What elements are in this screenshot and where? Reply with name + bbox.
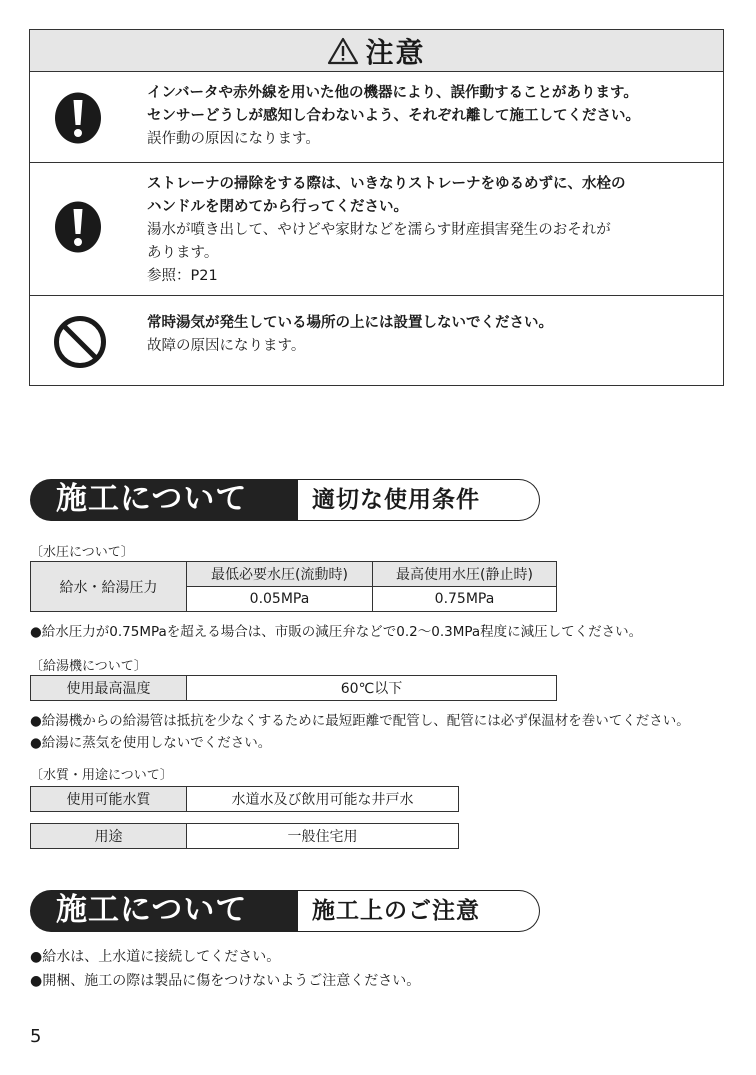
caution-normal-line: 誤作動の原因になります。 [147,131,320,147]
row-header: 給水・給湯圧力 [31,562,187,612]
caution-bold-line: センサーどうしが感知し合わないよう、それぞれ離して施工してください。 [147,108,640,124]
caution-item [30,163,723,296]
caution-normal-line: 故障の原因になります。 [147,338,306,354]
caution-reference: 参照：P21 [147,268,218,284]
note-text: ●給湯機からの給湯管は抵抗を少なくするために最短距離で配管し、配管には必ず保温材を巻いてください。 [30,713,690,729]
heater-table [30,675,557,701]
use-table [30,823,459,849]
caution-text [147,82,640,151]
section-subheading-box [298,890,540,932]
caution-bold-line: インバータや赤外線を用いた他の機器により、誤作動することがあります。 [147,85,638,101]
section-heading-pill [30,890,298,932]
warning-triangle-icon [327,37,359,65]
water-quality-label: 〔水質・用途について〕 [30,768,173,783]
section-heading: 施工について [56,481,248,517]
heater-label: 〔給湯機について〕 [30,659,147,674]
section-subheading-box [298,479,540,521]
row-header: 使用可能水質 [31,787,187,812]
note-text: ●給水は、上水道に接続してください。 [30,949,281,965]
note-text: ●開梱、施工の際は製品に傷をつけないようご注意ください。 [30,973,421,989]
caution-bold-line: ハンドルを閉めてから行ってください。 [147,199,408,215]
section-heading-pill [30,479,298,521]
page-number: 5 [30,1026,42,1047]
table-cell: 一般住宅用 [187,824,459,849]
column-header: 最低必要水圧(流動時) [187,562,373,587]
column-header: 最高使用水圧(静止時) [373,562,557,587]
prohibited-icon [53,315,107,369]
caution-normal-line: 湯水が噴き出して、やけどや家財などを濡らす財産損害発生のおそれが [147,222,611,238]
caution-bold-line: ストレーナの掃除をする際は、いきなりストレーナをゆるめずに、水栓の [147,176,626,192]
caution-text [147,312,553,358]
caution-header [30,30,723,72]
exclamation-icon [53,91,103,145]
exclamation-icon [53,200,103,254]
section-subheading: 適切な使用条件 [312,487,480,513]
note-text: ●給湯に蒸気を使用しないでください。 [30,735,272,751]
caution-title: 注意 [365,35,426,69]
caution-bold-line: 常時湯気が発生している場所の上には設置しないでください。 [147,315,553,331]
caution-item [30,296,723,385]
water-pressure-label: 〔水圧について〕 [30,545,134,560]
row-header: 用途 [31,824,187,849]
note-text: ●給水圧力が0.75MPaを超える場合は、市販の減圧弁などで0.2〜0.3MPa程度に減圧してください。 [30,624,643,640]
table-cell: 60℃以下 [187,676,557,701]
water-quality-table [30,786,459,812]
caution-box [29,29,724,386]
section-heading: 施工について [56,892,248,928]
table-cell: 0.05MPa [187,587,373,612]
section-subheading: 施工上のご注意 [312,898,480,924]
caution-normal-line: あります。 [147,245,219,261]
table-cell: 0.75MPa [373,587,557,612]
row-header: 使用最高温度 [31,676,187,701]
water-pressure-table [30,561,557,612]
table-cell: 水道水及び飲用可能な井戸水 [187,787,459,812]
caution-item [30,72,723,163]
caution-text [147,173,626,288]
